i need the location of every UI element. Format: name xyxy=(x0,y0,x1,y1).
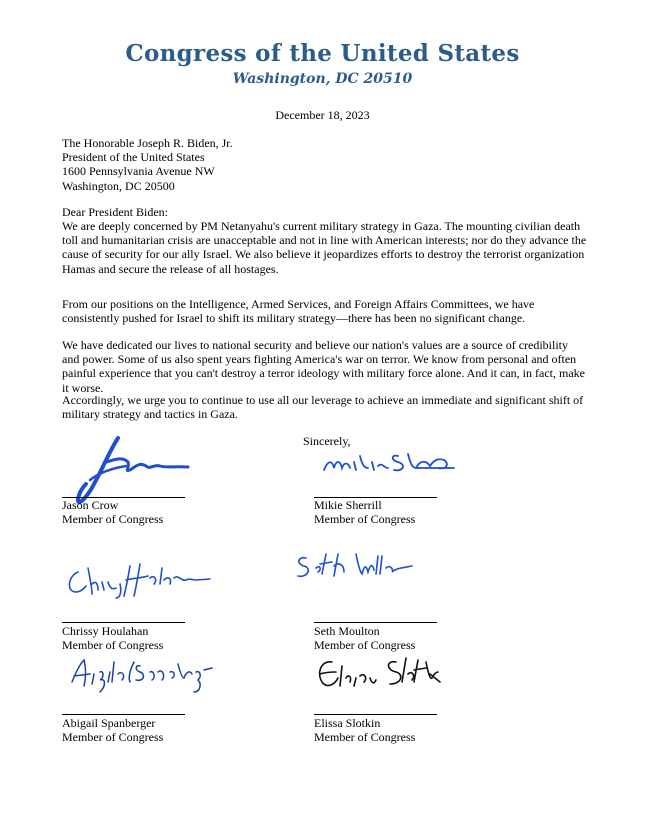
recipient-address xyxy=(62,136,233,193)
signature-jason-crow xyxy=(70,432,200,507)
body-paragraph-4: Accordingly, we urge you to continue to use all our leverage to achieve an immediate and significant shift of military strategy and tactics in Gaza. xyxy=(62,393,584,422)
signature-line xyxy=(314,714,437,715)
signature-chrissy-houlahan xyxy=(64,558,214,603)
signer-name: Elissa Slotkin xyxy=(314,716,381,730)
signature-abigail-spanberger xyxy=(62,652,217,697)
signer-title: Member of Congress xyxy=(314,638,416,652)
letter-date: December 18, 2023 xyxy=(275,108,370,122)
signer-block-seth-moulton xyxy=(314,624,415,652)
recipient-line: President of the United States xyxy=(62,150,205,165)
signer-name: Abigail Spanberger xyxy=(62,716,156,730)
signature-mikie-sherrill xyxy=(320,446,460,481)
letterhead-title: Congress of the United States xyxy=(125,40,520,67)
recipient-line: Washington, DC 20500 xyxy=(62,178,175,193)
signer-block-elissa-slotkin xyxy=(314,716,415,744)
body-paragraph-3: We have dedicated our lives to national security and believe our nation's values are a source of credibility and power. Some of us also spent years fighting America's war on terror. We know from personal and often painful experience that you can't destroy a terror ideology with military force alone. And it can, in fact, make it worse. xyxy=(62,338,585,395)
signer-title: Member of Congress xyxy=(62,638,164,652)
salutation: Dear President Biden: xyxy=(62,205,168,219)
signer-block-jason-crow xyxy=(62,498,163,526)
signer-title: Member of Congress xyxy=(62,512,164,526)
signature-seth-moulton xyxy=(292,548,422,586)
recipient-line: 1600 Pennsylvania Avenue NW xyxy=(62,164,215,179)
signature-line xyxy=(314,622,437,623)
recipient-line: The Honorable Joseph R. Biden, Jr. xyxy=(62,136,233,150)
signer-name: Seth Moulton xyxy=(314,624,380,638)
signer-title: Member of Congress xyxy=(314,730,416,744)
signer-block-chrissy-houlahan xyxy=(62,624,163,652)
body-paragraph-2: From our positions on the Intelligence, Armed Services, and Foreign Affairs Committees, we have consistently pushed for Israel to shift its military strategy—there has been no significant change. xyxy=(62,297,535,326)
signer-block-mikie-sherrill xyxy=(314,498,415,526)
letterhead-location: Washington, DC 20510 xyxy=(232,71,413,87)
signature-line xyxy=(62,714,185,715)
closing: Sincerely, xyxy=(303,434,351,448)
signer-block-abigail-spanberger xyxy=(62,716,163,744)
signature-elissa-slotkin xyxy=(314,652,444,700)
body-paragraph-1: We are deeply concerned by PM Netanyahu's current military strategy in Gaza. The mounting civilian death toll and humanitarian crisis are unacceptable and not in line with American interests; nor do they advance the cause of security for our ally Israel. We also believe it jeopardizes efforts to destroy the terrorist organization Hamas and secure the release of all hostages. xyxy=(62,219,587,276)
signer-name: Mikie Sherrill xyxy=(314,498,382,512)
signer-title: Member of Congress xyxy=(62,730,164,744)
signer-name: Jason Crow xyxy=(62,498,119,512)
signature-line xyxy=(62,622,185,623)
signer-title: Member of Congress xyxy=(314,512,416,526)
signer-name: Chrissy Houlahan xyxy=(62,624,149,638)
